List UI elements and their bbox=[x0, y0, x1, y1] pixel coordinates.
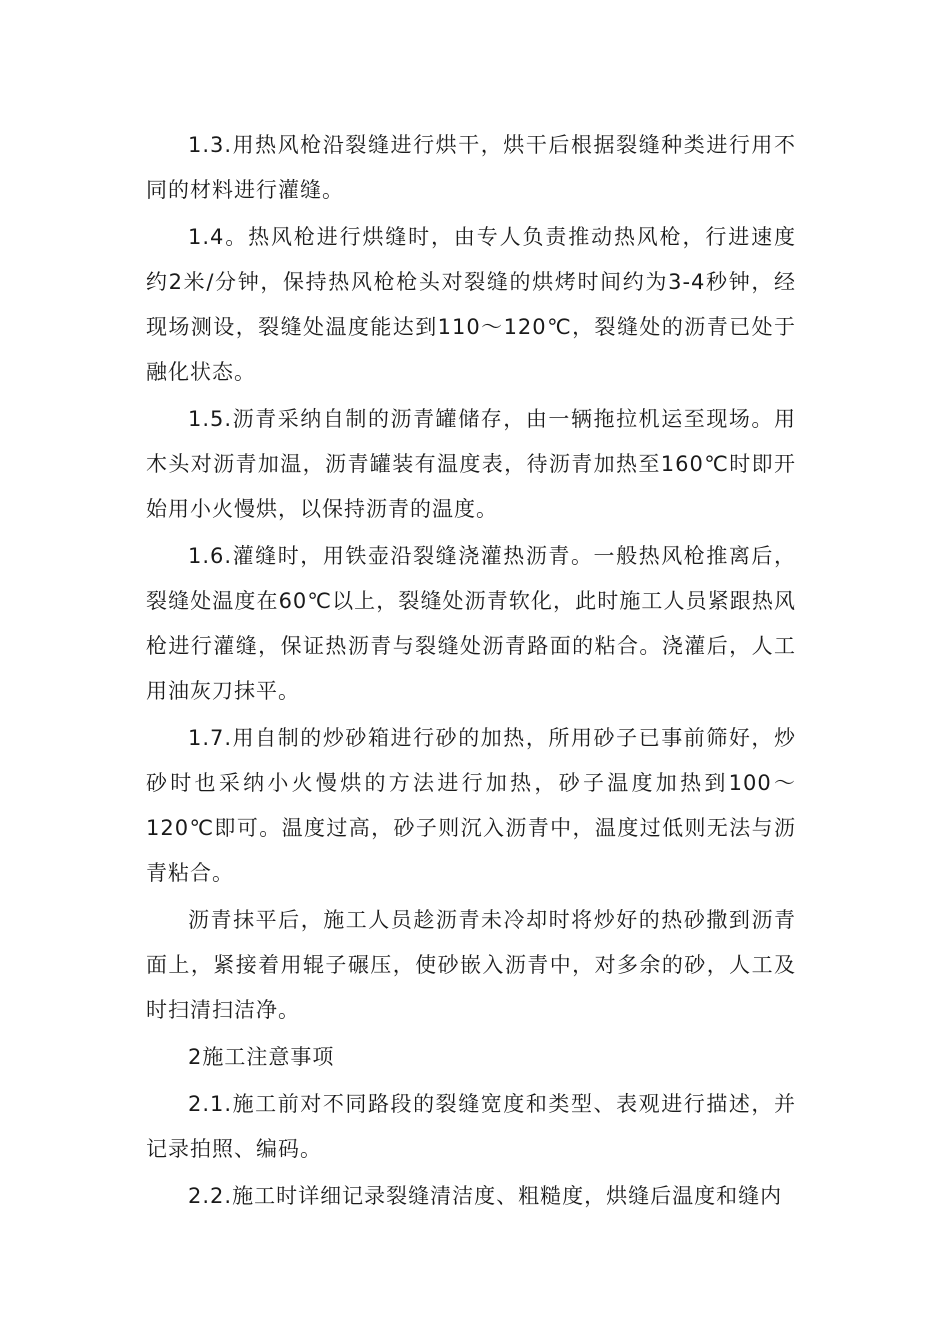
paragraph-1-7: 1.7.用自制的炒砂箱进行砂的加热，所用砂子已事前筛好，炒砂时也采纳小火慢烘的方法进行加热，砂子温度加热到100～120℃即可。温度过高，砂子则沉入沥青中，温度过低则无法与沥青粘合。 bbox=[146, 726, 796, 885]
paragraph-2-1: 2.1.施工前对不同路段的裂缝宽度和类型、表观进行描述，并记录拍照、编码。 bbox=[146, 1092, 796, 1161]
paragraph-1-5: 1.5.沥青采纳自制的沥青罐储存，由一辆拖拉机运至现场。用木头对沥青加温，沥青罐装有温度表，待沥青加热至160℃时即开始用小火慢烘，以保持沥青的温度。 bbox=[146, 407, 796, 521]
document-body bbox=[146, 123, 796, 1221]
paragraph-1-4: 1.4。热风枪进行烘缝时，由专人负责推动热风枪，行进速度约2米/分钟，保持热风枪枪头对裂缝的烘烤时间约为3-4秒钟，经现场测设，裂缝处温度能达到110～120℃，裂缝处的沥青已处于融化状态。 bbox=[146, 225, 796, 384]
paragraph-2-2: 2.2.施工时详细记录裂缝清洁度、粗糙度，烘缝后温度和缝内 bbox=[188, 1184, 783, 1208]
paragraph-1-3: 1.3.用热风枪沿裂缝进行烘干，烘干后根据裂缝种类进行用不同的材料进行灌缝。 bbox=[146, 133, 796, 202]
paragraph-sand-spreading: 沥青抹平后，施工人员趁沥青未冷却时将炒好的热砂撒到沥青面上，紧接着用辊子碾压，使砂嵌入沥青中，对多余的砂，人工及时扫清扫洁净。 bbox=[146, 908, 796, 1022]
paragraph-1-6: 1.6.灌缝时，用铁壶沿裂缝浇灌热沥青。一般热风枪推离后，裂缝处温度在60℃以上，裂缝处沥青软化，此时施工人员紧跟热风枪进行灌缝，保证热沥青与裂缝处沥青路面的粘合。浇灌后，人工用油灰刀抹平。 bbox=[146, 544, 796, 703]
section-heading-2: 2施工注意事项 bbox=[188, 1045, 335, 1069]
